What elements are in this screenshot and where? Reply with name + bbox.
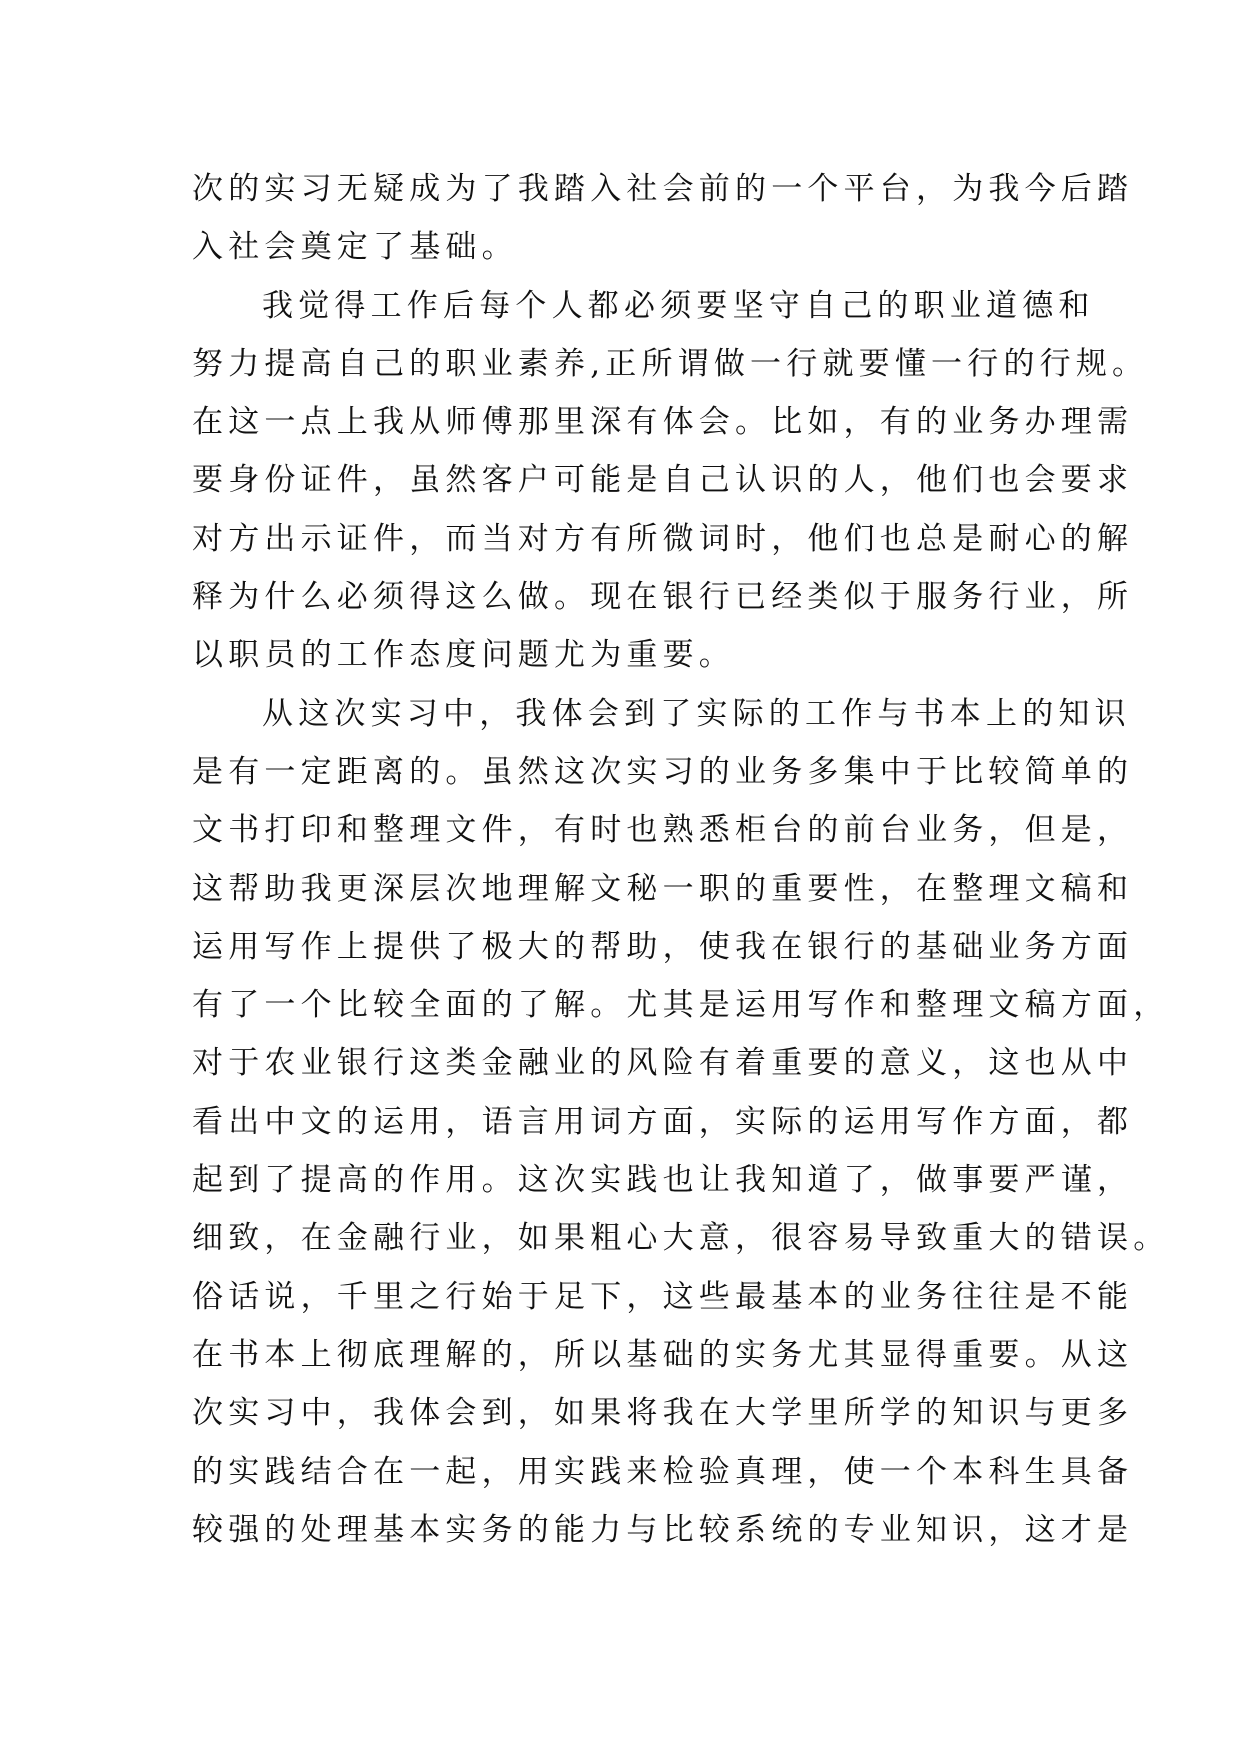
text-line: 看出中文的运用，语言用词方面，实际的运用写作方面，都 [192, 1103, 1134, 1140]
text-line: 对方出示证件，而当对方有所微词时，他们也总是耐心的解 [192, 520, 1134, 557]
text-line: 释为什么必须得这么做。现在银行已经类似于服务行业，所 [192, 579, 1134, 616]
text-line: 次实习中，我体会到，如果将我在大学里所学的知识与更多 [192, 1395, 1134, 1432]
text-line: 要身份证件，虽然客户可能是自己认识的人，他们也会要求 [192, 462, 1134, 499]
text-line: 的实践结合在一起，用实践来检验真理，使一个本科生具备 [192, 1453, 1134, 1490]
body-text [192, 160, 1170, 1559]
paragraph-first-line: 我觉得工作后每个人都必须要坚守自己的职业道德和 [262, 287, 1095, 324]
text-line: 次的实习无疑成为了我踏入社会前的一个平台，为我今后踏 [192, 171, 1134, 207]
text-line: 在书本上彻底理解的，所以基础的实务尤其显得重要。从这 [192, 1336, 1134, 1373]
text-line: 较强的处理基本实务的能力与比较系统的专业知识，这才是 [192, 1511, 1134, 1548]
text-line: 这帮助我更深层次地理解文秘一职的重要性，在整理文稿和 [192, 870, 1134, 907]
text-line: 对于农业银行这类金融业的风险有着重要的意义，这也从中 [192, 1045, 1134, 1082]
text-line: 是有一定距离的。虽然这次实习的业务多集中于比较简单的 [192, 753, 1134, 790]
paragraph-first-line: 从这次实习中，我体会到了实际的工作与书本上的知识 [262, 695, 1131, 732]
text-line: 文书打印和整理文件，有时也熟悉柜台的前台业务，但是， [192, 812, 1134, 849]
text-line: 俗话说，千里之行始于足下，这些最基本的业务往往是不能 [192, 1278, 1134, 1315]
text-line: 努力提高自己的职业素养,正所谓做一行就要懂一行的行规。 [192, 345, 1149, 382]
text-line: 起到了提高的作用。这次实践也让我知道了，做事要严谨， [192, 1162, 1134, 1199]
text-line: 在这一点上我从师傅那里深有体会。比如，有的业务办理需 [192, 404, 1134, 441]
text-line: 运用写作上提供了极大的帮助，使我在银行的基础业务方面 [192, 928, 1134, 965]
text-line: 有了一个比较全面的了解。尤其是运用写作和整理文稿方面， [192, 987, 1170, 1024]
text-line: 入社会奠定了基础。 [192, 229, 518, 266]
text-line: 以职员的工作态度问题尤为重要。 [192, 637, 735, 674]
text-line: 细致，在金融行业，如果粗心大意，很容易导致重大的错误。 [192, 1220, 1170, 1257]
